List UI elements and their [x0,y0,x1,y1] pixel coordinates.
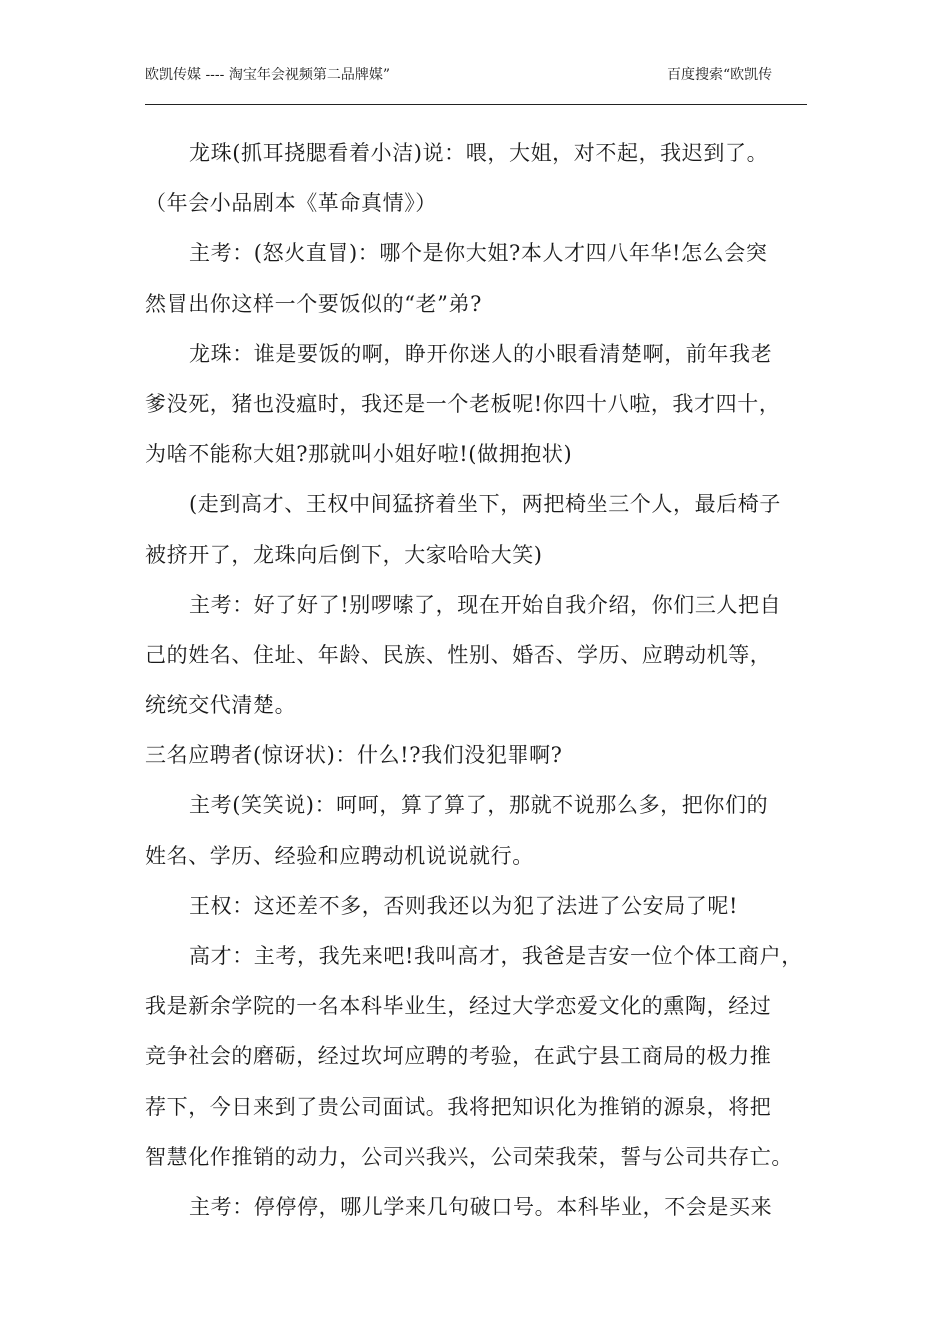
text-line: 高才：主考，我先来吧!我叫高才，我爸是吉安一位个体工商户， [189,944,803,968]
text-line: 我是新余学院的一名本科毕业生，经过大学恋爱文化的熏陶，经过 [145,994,772,1019]
text-line: 竞争社会的磨砺，经过坎坷应聘的考验，在武宁县工商局的极力推 [145,1044,772,1069]
text-line: 主考：好了好了!别啰嗦了，现在开始自我介绍，你们三人把自 [189,592,782,617]
text-line: 己的姓名、住址、年龄、民族、性别、婚否、学历、应聘动机等， [145,642,772,667]
text-line: 智慧化作推销的动力，公司兴我兴，公司荣我荣，誓与公司共存亡。 [145,1144,793,1169]
text-line: 主考(笑笑说)：呵呵，算了算了，那就不说那么多，把你们的 [189,793,769,818]
text-line: 主考：(怒火直冒)：哪个是你大姐?本人才四八年华!怎么会突 [189,241,768,266]
document-body [145,128,815,1232]
page-header [145,66,807,105]
text-line: 统统交代清楚。 [145,693,297,718]
text-line: （年会小品剧本《革命真情》） [145,191,437,216]
text-line: 荐下，今日来到了贵公司面试。我将把知识化为推销的源泉，将把 [145,1094,772,1119]
text-line: 被挤开了，龙珠向后倒下，大家哈哈大笑) [145,542,543,567]
text-line: 三名应聘者(惊讶状)：什么!?我们没犯罪啊? [145,743,563,768]
text-line: 龙珠(抓耳挠腮看着小洁)说：喂，大姐，对不起，我迟到了。 [189,141,769,165]
text-line: 爹没死，猪也没瘟时，我还是一个老板呢!你四十八啦，我才四十， [145,391,781,416]
header-right-text: 百度搜索“欧凯传 [667,67,773,83]
text-line: 龙珠：谁是要饭的啊，睁开你迷人的小眼看清楚啊，前年我老 [189,341,773,366]
text-line: (走到高才、王权中间猛挤着坐下，两把椅坐三个人，最后椅子 [189,492,781,517]
text-line: 主考：停停停，哪儿学来几句破口号。本科毕业，不会是买来 [189,1194,773,1219]
header-left-text: 欧凯传媒 ---- 淘宝年会视频第二品牌媒” [145,67,390,83]
text-line: 姓名、学历、经验和应聘动机说说就行。 [145,843,534,868]
text-line: 然冒出你这样一个要饭似的“老”弟? [145,291,482,316]
text-line: 王权：这还差不多，否则我还以为犯了法进了公安局了呢! [189,893,739,918]
text-line: 为啥不能称大姐?那就叫小姐好啦!(做拥抱状) [145,442,573,467]
